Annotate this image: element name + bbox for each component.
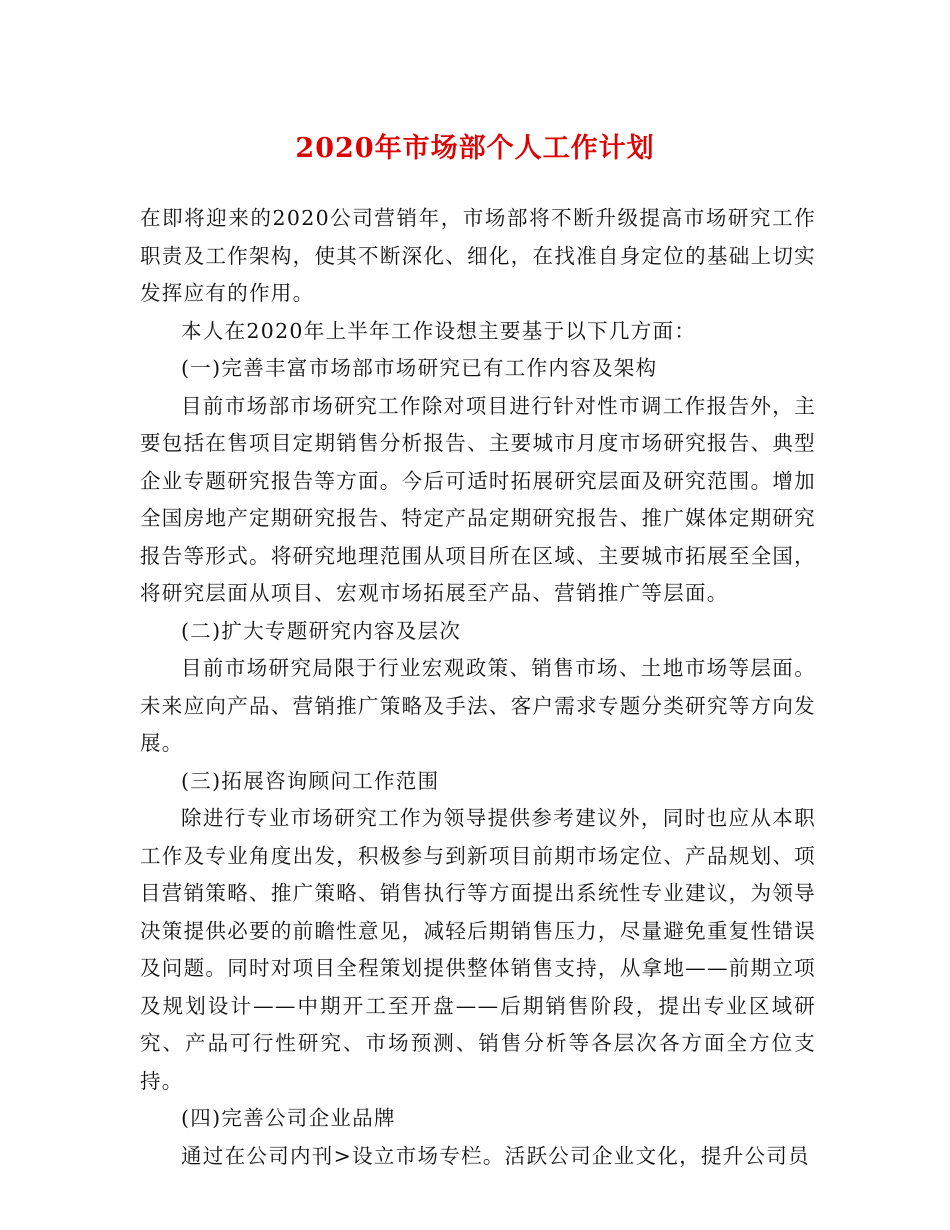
section-heading-2: (二)扩大专题研究内容及层次	[181, 618, 462, 643]
section-heading-1: (一)完善丰富市场部市场研究已有工作内容及架构	[181, 356, 658, 380]
paragraph-section-4: 通过在公司内刊>设立市场专栏。活跃公司企业文化，提升公司员	[181, 1143, 810, 1168]
paragraph-section-2: 目前市场研究局限于行业宏观政策、销售市场、土地市场等层面。未来应向产品、营销推广策略及手法、客户需求专题分类研究等方向发展。	[140, 656, 816, 755]
paragraph-intro: 在即将迎来的2020公司营销年，市场部将不断升级提高市场研究工作职责及工作架构，使其不断深化、细化，在找准自身定位的基础上切实发挥应有的作用。	[140, 206, 816, 305]
document-body	[140, 200, 816, 1175]
paragraph-overview: 本人在2020年上半年工作设想主要基于以下几方面：	[181, 318, 697, 343]
document-title: 2020年市场部个人工作计划	[295, 133, 655, 164]
section-heading-4: (四)完善公司企业品牌	[181, 1106, 396, 1130]
paragraph-section-3: 除进行专业市场研究工作为领导提供参考建议外，同时也应从本职工作及专业角度出发，积极参与到新项目前期市场定位、产品规划、项目营销策略、推广策略、销售执行等方面提出系统性专业建议，为领导决策提供必要的前瞻性意见，减轻后期销售压力，尽量避免重复性错误及问题。同时对项目全程策划提供整体销售支持，从拿地——前期立项及规划设计——中期开工至开盘——后期销售阶段，提出专业区域研究、产品可行性研究、市场预测、销售分析等各层次各方面全方位支持。	[140, 806, 816, 1093]
section-heading-3: (三)拓展咨询顾问工作范围	[181, 768, 440, 793]
paragraph-section-1: 目前市场部市场研究工作除对项目进行针对性市调工作报告外，主要包括在售项目定期销售分析报告、主要城市月度市场研究报告、典型企业专题研究报告等方面。今后可适时拓展研究层面及研究范围。增加全国房地产定期研究报告、特定产品定期研究报告、推广媒体定期研究报告等形式。将研究地理范围从项目所在区域、主要城市拓展至全国，将研究层面从项目、宏观市场拓展至产品、营销推广等层面。	[140, 393, 816, 605]
